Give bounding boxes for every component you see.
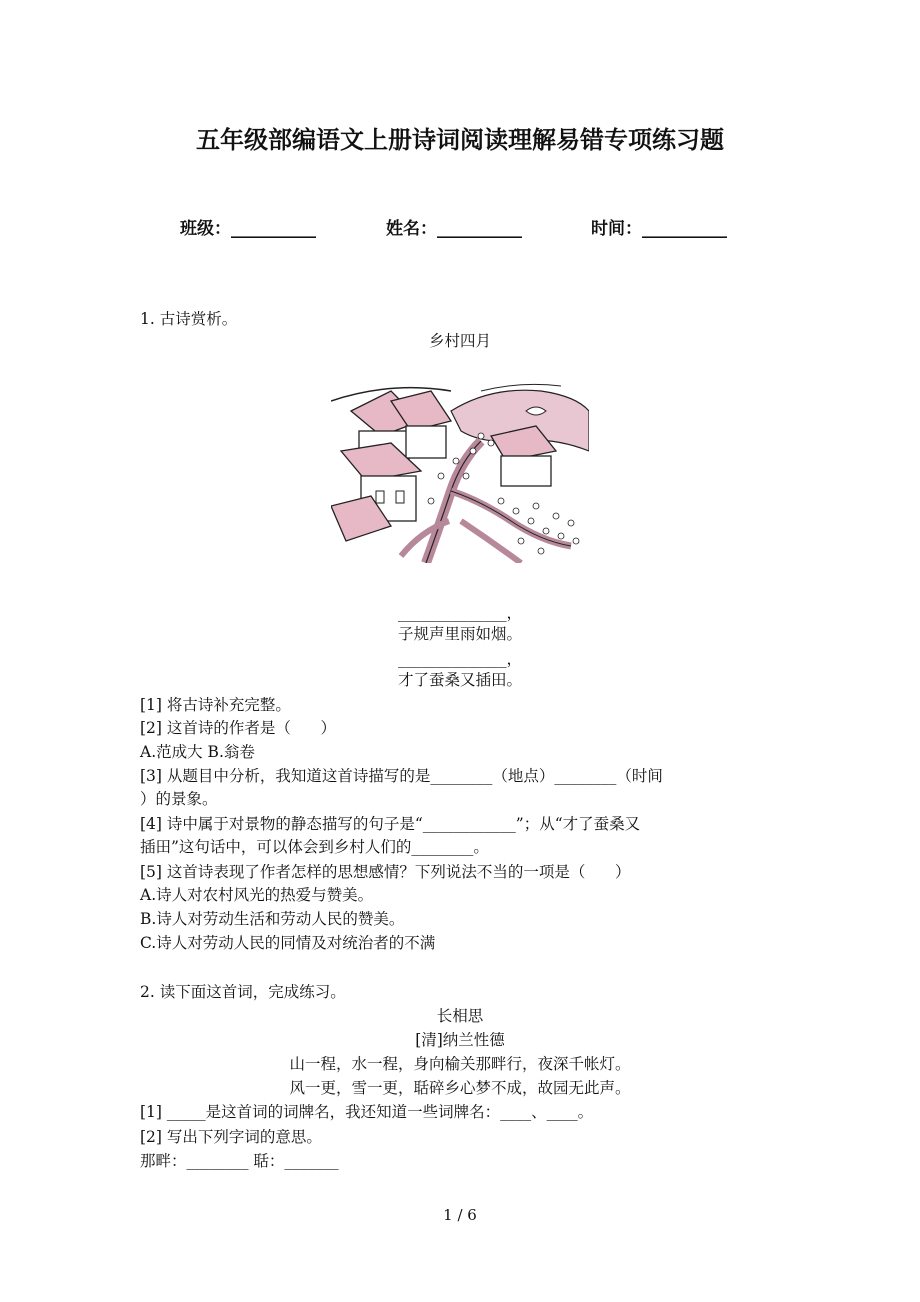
- q1-item: [4] 诗中属于对景物的静态描写的句子是“____________”；从“才了蚕桑又: [140, 815, 641, 833]
- q1-poem-line-4: 才了蚕桑又插田。: [397, 671, 522, 689]
- q2-poem-line-1: 山一程，水一程，身向榆关那畔行，夜深千帐灯。: [289, 1055, 631, 1073]
- q1-item: A.范成大 B.翁卷: [140, 743, 255, 761]
- q1-item: [1] 将古诗补充完整。: [140, 696, 291, 714]
- q1-heading: 1. 古诗赏析。: [140, 310, 238, 328]
- time-field: 时间：__________: [591, 219, 727, 239]
- q1-item: 插田”这句话中，可以体会到乡村人们的________。: [140, 838, 489, 856]
- q1-poem-line-2: 子规声里雨如烟。: [397, 625, 522, 643]
- q1-poem-line-1: ______________，: [397, 604, 522, 622]
- q2-item: [1] _____是这首词的词牌名，我还知道一些词牌名：____、____。: [140, 1103, 594, 1121]
- q1-poem-title: 乡村四月: [428, 332, 491, 350]
- q2-poem-author: [清]纳兰性德: [415, 1031, 505, 1049]
- page-title: 五年级部编语文上册诗词阅读理解易错专项练习题: [196, 126, 724, 154]
- q2-heading: 2. 读下面这首词，完成练习。: [140, 983, 346, 1001]
- name-field: 姓名：__________: [386, 219, 522, 239]
- q1-item: A.诗人对农村风光的热爱与赞美。: [140, 886, 374, 904]
- q1-poem-line-3: ______________，: [397, 650, 522, 668]
- q1-item: C.诗人对劳动人民的同情及对统治者的不满: [140, 934, 436, 952]
- page-number: 1 / 6: [443, 1206, 477, 1224]
- q1-item: B.诗人对劳动生活和劳动人民的赞美。: [140, 910, 405, 928]
- class-field: 班级：__________: [180, 219, 316, 239]
- q1-item: [2] 这首诗的作者是（ ）: [140, 719, 336, 737]
- q1-item: ）的景象。: [140, 790, 218, 808]
- q2-item: [2] 写出下列字词的意思。: [140, 1128, 322, 1146]
- q1-item: [5] 这首诗表现了作者怎样的思想感情？下列说法不当的一项是（ ）: [140, 863, 631, 881]
- q2-poem-line-2: 风一更，雪一更，聒碎乡心梦不成，故园无此声。: [289, 1079, 631, 1097]
- q2-item: 那畔：________ 聒：_______: [140, 1152, 339, 1170]
- q1-item: [3] 从题目中分析，我知道这首诗描写的是________（地点）________（时间: [140, 767, 663, 785]
- q2-poem-title: 长相思: [436, 1007, 484, 1025]
- village-illustration: [331, 381, 589, 563]
